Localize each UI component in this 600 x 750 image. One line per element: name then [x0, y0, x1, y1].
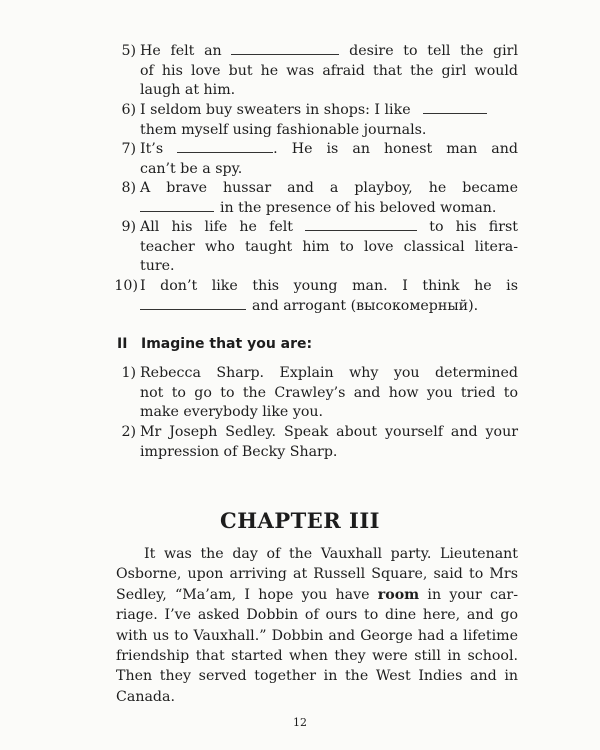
- item-text: and arrogant (высокомерный).: [252, 297, 479, 314]
- item-text: . He is an honest man and: [273, 141, 518, 157]
- answer-blank[interactable]: [140, 200, 214, 212]
- paragraph-line: riage. I’ve asked Dobbin of ours to dine here, and go: [116, 607, 518, 624]
- paragraph-line: Canada.: [116, 688, 175, 705]
- item-text: He felt an: [140, 43, 222, 59]
- exercise-item-9: [121, 218, 519, 277]
- section-heading: [117, 336, 312, 352]
- item-text: in the presence of his beloved woman.: [220, 199, 497, 216]
- item-text: teacher who taught him to love classical litera-: [140, 238, 518, 255]
- item-number: 7): [121, 141, 136, 157]
- paragraph-line: friendship that started when they were still in school.: [116, 648, 518, 665]
- item-text: make everybody like you.: [140, 404, 324, 421]
- item-text: them myself using fashionable journals.: [140, 121, 427, 138]
- answer-blank[interactable]: [140, 298, 246, 310]
- item-text: All his life he felt: [140, 219, 293, 235]
- item-number: 8): [121, 180, 136, 196]
- chapter-title: CHAPTER III: [219, 508, 380, 533]
- item-text: to his first: [429, 219, 519, 235]
- item-number: 1): [121, 365, 136, 381]
- item-number: 6): [121, 102, 136, 118]
- item-number: 10): [114, 278, 138, 294]
- paragraph-line: Sedley, “Ma’am, I hope you have room in your car-: [116, 586, 519, 603]
- paragraph-line: Then they served together in the West Indies and in: [116, 668, 518, 685]
- page-number: 12: [293, 716, 307, 729]
- section-number: II: [117, 336, 128, 352]
- item-text: I don’t like this young man. I think he is: [140, 278, 518, 294]
- paragraph-line: It was the day of the Vauxhall party. Lieutenant: [144, 546, 518, 562]
- vocabulary-word: room: [377, 586, 420, 603]
- imagine-item-2: [121, 423, 518, 462]
- item-text: I seldom buy sweaters in shops: I like: [140, 102, 411, 118]
- item-number: 2): [121, 424, 136, 440]
- answer-blank[interactable]: [423, 102, 487, 114]
- item-text: impression of Becky Sharp.: [140, 443, 338, 460]
- item-text: ture.: [140, 258, 175, 275]
- item-text: can’t be a spy.: [140, 160, 243, 177]
- exercise-item-10: [114, 277, 518, 316]
- item-text: Mr Joseph Sedley. Speak about yourself and your: [140, 424, 518, 440]
- paragraph-line: with us to Vauxhall.” Dobbin and George had a lifetime: [116, 627, 518, 644]
- item-text: desire to tell the girl: [349, 43, 519, 59]
- item-number: 9): [121, 219, 136, 235]
- item-number: 5): [121, 43, 136, 59]
- answer-blank[interactable]: [177, 141, 273, 153]
- answer-blank[interactable]: [231, 43, 339, 55]
- item-text: Rebecca Sharp. Explain why you determined: [140, 365, 518, 381]
- chapter-paragraph: [116, 544, 518, 707]
- answer-blank[interactable]: [305, 219, 417, 231]
- item-text: not to go to the Crawley’s and how you tried to: [140, 384, 518, 401]
- exercise-item-5: [121, 42, 519, 101]
- exercise-item-7: [121, 140, 518, 179]
- exercise-item-6: [121, 101, 518, 140]
- exercise-item-8: [121, 179, 518, 218]
- item-text: A brave hussar and a playboy, he became: [140, 180, 518, 196]
- item-text: laugh at him.: [140, 82, 236, 99]
- section-title: Imagine that you are:: [141, 336, 313, 352]
- item-text: It’s: [140, 141, 164, 157]
- imagine-item-1: [121, 364, 518, 423]
- item-text: of his love but he was afraid that the girl would: [140, 62, 518, 79]
- paragraph-line: Osborne, upon arriving at Russell Square, said to Mrs: [116, 566, 518, 583]
